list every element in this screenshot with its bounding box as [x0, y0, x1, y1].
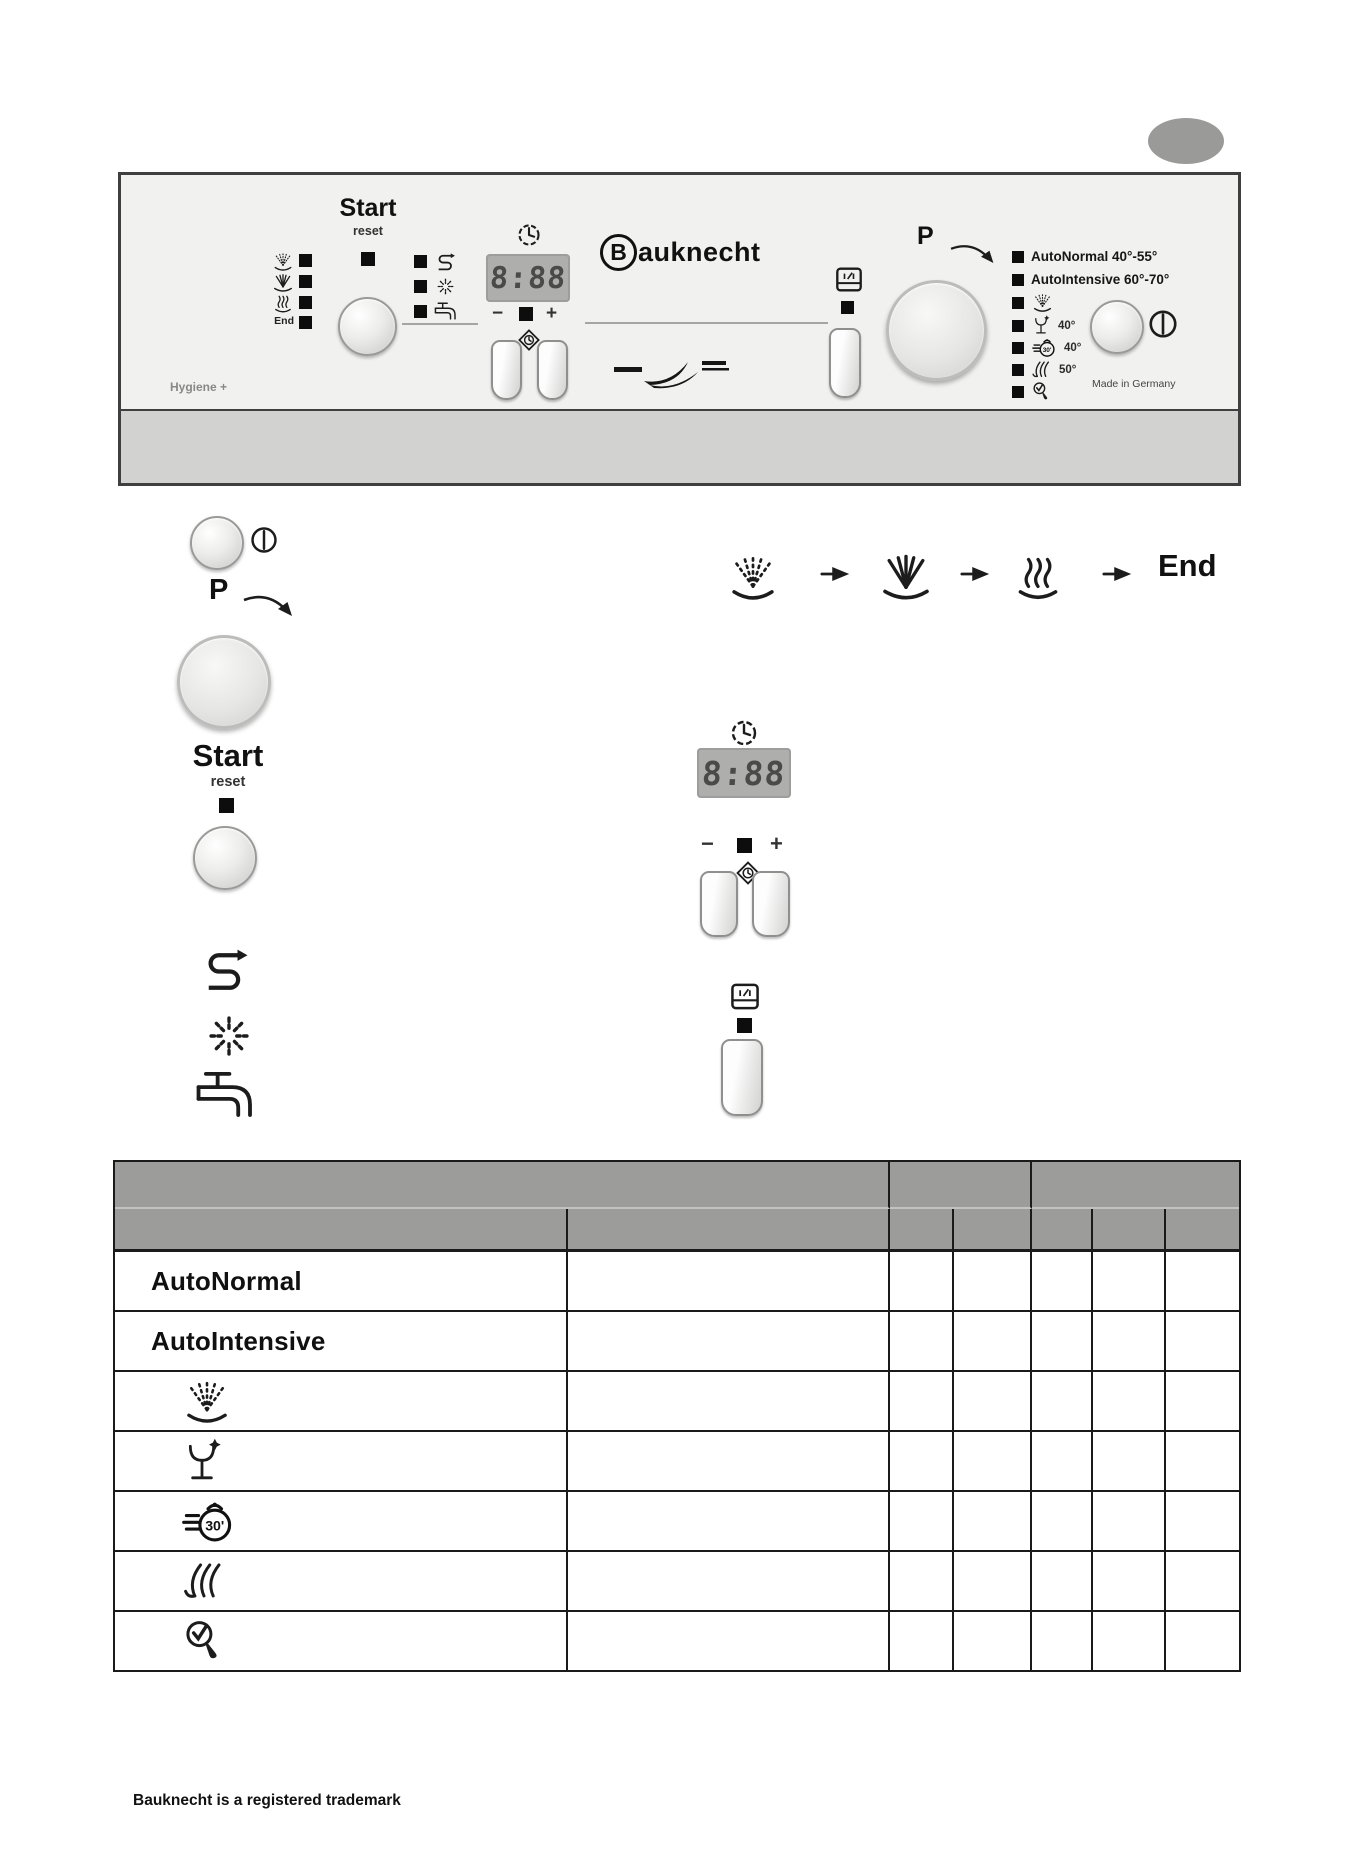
sequence-arrow-icon: [820, 564, 852, 584]
water-tap-icon: [191, 1068, 259, 1118]
panel-divider-left: [402, 323, 478, 325]
test-program-icon: [1031, 381, 1052, 402]
table-header-group: [890, 1162, 1032, 1209]
salt-refill-icon: [199, 944, 251, 994]
svg-text:30': 30': [1042, 346, 1052, 354]
legend-tab-button[interactable]: [721, 1039, 763, 1116]
program-item: [1012, 272, 1169, 287]
table-row-program-cell: [115, 1552, 568, 1612]
end-label: End: [274, 315, 294, 327]
dry-led: [299, 296, 312, 309]
water-tap-icon: [433, 301, 458, 320]
rinse-aid-refill-icon: [203, 1010, 255, 1062]
program-item: [1012, 359, 1076, 380]
table-row-program-cell: [115, 1492, 568, 1552]
program-temp: 50°: [1059, 363, 1077, 376]
start-led: [361, 252, 375, 266]
water-tap-led: [414, 305, 427, 318]
prewash-icon: [1031, 293, 1054, 312]
table-cell: [890, 1252, 954, 1312]
program-led: [1012, 364, 1024, 376]
program-name: AutoIntensive: [151, 1325, 326, 1356]
program-item: [1012, 381, 1059, 402]
tab-half-load-icon: [729, 982, 761, 1011]
made-in-label: Made in Germany: [1092, 378, 1176, 390]
table-cell: [1166, 1252, 1239, 1312]
table-cell: [1166, 1492, 1239, 1552]
program-dial-label: P: [917, 222, 934, 250]
table-cell: [890, 1312, 954, 1372]
table-cell: [568, 1252, 890, 1312]
table-row-program-cell: [115, 1372, 568, 1432]
legend-program-knob[interactable]: [177, 635, 271, 729]
legend-plus-label: +: [770, 831, 783, 856]
legend-delay-minus-button[interactable]: [700, 871, 738, 937]
table-cell: [1093, 1312, 1166, 1372]
program-item: [1012, 337, 1081, 358]
legend-delay-display-value: 8:88: [700, 753, 788, 793]
quick-30min-icon: [1031, 337, 1057, 358]
legend-minus-label: −: [701, 831, 714, 856]
sequence-end-label: End: [1158, 548, 1217, 583]
table-cell: [954, 1492, 1032, 1552]
program-led: [1012, 297, 1024, 309]
program-temp: 40°: [1064, 341, 1082, 354]
table-cell: [1093, 1612, 1166, 1670]
program-led: [1012, 251, 1024, 263]
wash-icon: [726, 554, 780, 600]
table-row-program-cell: [115, 1252, 568, 1312]
legend-delay-led: [737, 838, 752, 853]
table-header-cell: [954, 1209, 1032, 1252]
table-cell: [568, 1492, 890, 1552]
delay-minus-button[interactable]: [491, 340, 522, 400]
plus-label: +: [546, 303, 558, 324]
table-cell: [1032, 1372, 1093, 1432]
wash-icon: [272, 252, 294, 271]
table-header-cell: [115, 1209, 568, 1252]
table-cell: [568, 1312, 890, 1372]
page-number-badge: [1148, 118, 1224, 164]
panel-divider-center: [585, 322, 828, 324]
legend-program-dial-label: P: [209, 574, 229, 606]
program-item: [1012, 315, 1075, 336]
table-cell: [1032, 1432, 1093, 1492]
pans-icon: [1031, 359, 1052, 380]
table-cell: [1032, 1552, 1093, 1612]
table-cell: [890, 1432, 954, 1492]
legend-power-button[interactable]: [190, 516, 244, 570]
table-cell: [1166, 1432, 1239, 1492]
clock-icon: [516, 222, 542, 248]
table-row-program-cell: [115, 1432, 568, 1492]
tab-button[interactable]: [829, 328, 861, 398]
table-cell: [568, 1552, 890, 1612]
tab-led: [841, 301, 854, 314]
dry-icon: [272, 294, 294, 313]
brand-logo-rest: auknecht: [638, 237, 761, 267]
table-cell: [1166, 1372, 1239, 1432]
program-knob[interactable]: [886, 280, 987, 381]
brand-logo-initial: B: [600, 234, 637, 271]
power-icon: [249, 525, 279, 555]
table-cell: [1032, 1312, 1093, 1372]
legend-delay-plus-button[interactable]: [752, 871, 790, 937]
table-cell: [1093, 1372, 1166, 1432]
table-cell: [568, 1612, 890, 1670]
table-cell: [890, 1552, 954, 1612]
minus-label: −: [492, 303, 504, 324]
hygiene-label: Hygiene +: [170, 380, 228, 394]
tab-half-load-icon: [834, 266, 864, 293]
legend-delay-display: [697, 748, 791, 798]
rinse-icon: [272, 273, 294, 292]
glassware-icon: [1031, 315, 1051, 336]
delay-led: [519, 307, 533, 321]
table-cell: [1093, 1252, 1166, 1312]
table-cell: [1032, 1252, 1093, 1312]
pans-icon: [181, 1558, 227, 1604]
end-led: [299, 316, 312, 329]
table-cell: [1166, 1312, 1239, 1372]
table-cell: [1032, 1492, 1093, 1552]
table-cell: [568, 1372, 890, 1432]
table-header-group: [115, 1162, 890, 1209]
table-row-program-cell: [115, 1612, 568, 1670]
program-table: [113, 1160, 1241, 1672]
program-led: [1012, 320, 1024, 332]
salt-refill-icon: [435, 251, 456, 272]
table-cell: [1032, 1612, 1093, 1670]
table-row-program-cell: [115, 1312, 568, 1372]
sequence-arrow-icon: [960, 564, 992, 584]
table-cell: [1093, 1492, 1166, 1552]
legend-start-button[interactable]: [193, 826, 257, 890]
program-item: [1012, 249, 1157, 264]
table-cell: [1093, 1552, 1166, 1612]
table-header-cell: [568, 1209, 890, 1252]
program-name: AutoNormal: [151, 1265, 302, 1296]
program-label: AutoIntensive 60°-70°: [1031, 272, 1170, 287]
table-cell: [954, 1252, 1032, 1312]
rinse-aid-led: [414, 280, 427, 293]
table-cell: [568, 1432, 890, 1492]
dynamic-sense-logo: [612, 352, 732, 392]
dry-icon: [1008, 554, 1068, 600]
program-temp: 40°: [1058, 319, 1076, 332]
program-led: [1012, 342, 1024, 354]
legend-start-label: Start: [192, 738, 264, 773]
table-header-cell: [1032, 1209, 1093, 1252]
table-cell: [954, 1612, 1032, 1670]
table-cell: [954, 1432, 1032, 1492]
legend-tab-led: [737, 1018, 752, 1033]
table-cell: [1166, 1552, 1239, 1612]
wash-led: [299, 254, 312, 267]
table-header-cell: [890, 1209, 954, 1252]
salt-led: [414, 255, 427, 268]
table-cell: [1093, 1432, 1166, 1492]
footer-trademark: Bauknecht is a registered trademark: [133, 1792, 401, 1809]
dial-arrow-icon: [240, 590, 300, 624]
table-cell: [954, 1372, 1032, 1432]
table-cell: [1166, 1612, 1239, 1670]
legend-start-led: [219, 798, 234, 813]
clock-icon: [729, 718, 759, 748]
svg-text:30': 30': [205, 1518, 225, 1535]
table-cell: [954, 1552, 1032, 1612]
table-cell: [890, 1372, 954, 1432]
table-header-cell: [1166, 1209, 1239, 1252]
rinse-led: [299, 275, 312, 288]
rinse-aid-refill-icon: [435, 276, 456, 297]
delay-plus-button[interactable]: [537, 340, 568, 400]
program-item: [1012, 293, 1061, 312]
legend-reset-label: reset: [210, 774, 246, 790]
table-header-cell: [1093, 1209, 1166, 1252]
brand-logo: [600, 234, 761, 271]
test-program-icon: [181, 1618, 227, 1664]
dial-arrow-icon: [945, 240, 1003, 270]
program-led: [1012, 274, 1024, 286]
start-label: Start: [339, 194, 397, 222]
table-cell: [954, 1312, 1032, 1372]
rinse-icon: [878, 552, 934, 600]
table-header-group: [1032, 1162, 1239, 1209]
sequence-arrow-icon: [1102, 564, 1134, 584]
power-icon: [1147, 308, 1179, 340]
program-led: [1012, 386, 1024, 398]
table-cell: [890, 1612, 954, 1670]
reset-label: reset: [353, 224, 383, 238]
program-label: AutoNormal 40°-55°: [1031, 249, 1158, 264]
start-button[interactable]: [338, 297, 397, 356]
delay-display: [486, 254, 570, 302]
delay-display-value: 8:88: [488, 260, 568, 296]
table-cell: [890, 1492, 954, 1552]
quick-30min-icon: [181, 1498, 235, 1544]
glassware-icon: [181, 1438, 223, 1485]
prewash-icon: [181, 1379, 233, 1423]
power-button[interactable]: [1090, 300, 1144, 354]
